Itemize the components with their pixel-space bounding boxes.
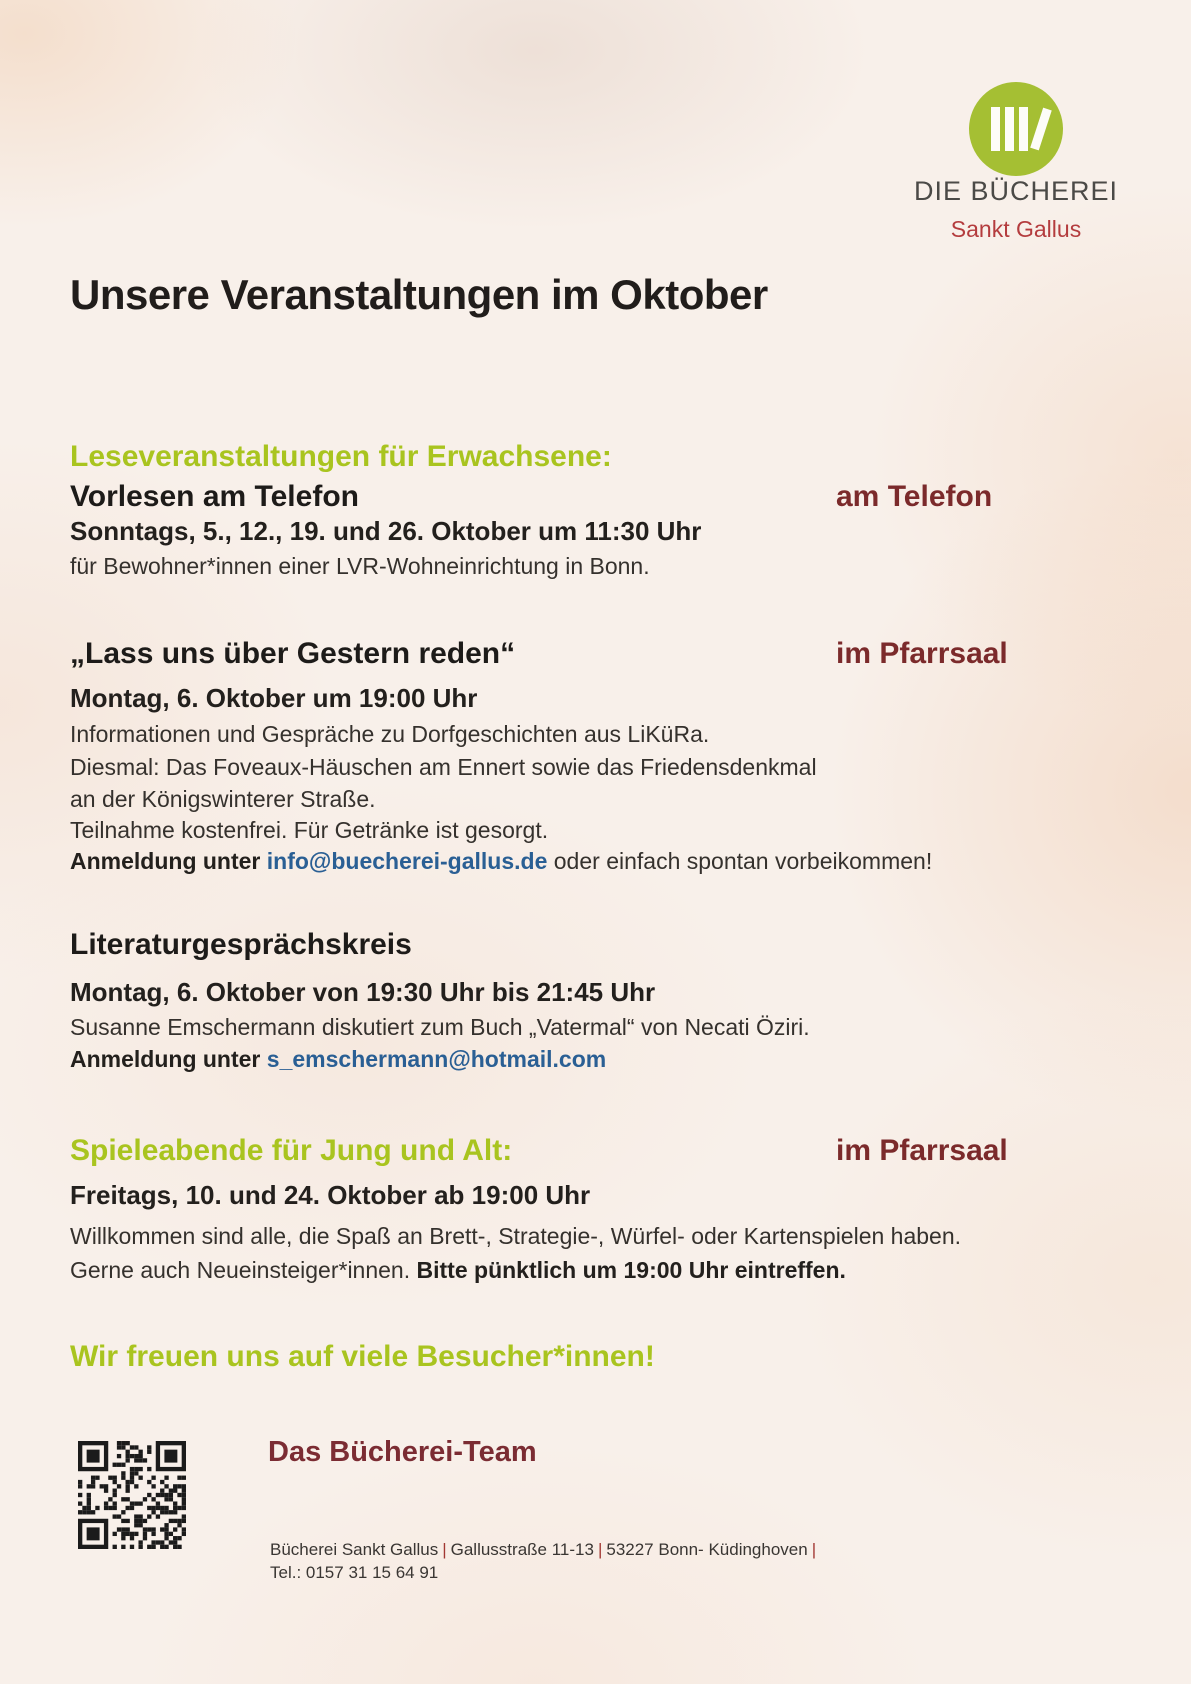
footer-library-name: Bücherei Sankt Gallus bbox=[270, 1540, 439, 1559]
category-heading: Leseveranstaltungen für Erwachsene: bbox=[70, 440, 612, 473]
note-bold: Bitte pünktlich um 19:00 Uhr eintreffen. bbox=[416, 1257, 846, 1283]
event-datetime-spieleabende: Freitags, 10. und 24. Oktober ab 19:00 Uhr bbox=[70, 1180, 591, 1210]
registration-suffix: oder einfach spontan vorbeikommen! bbox=[547, 848, 933, 874]
team-signature: Das Bücherei-Team bbox=[268, 1436, 537, 1468]
logo-location-text: Sankt Gallus bbox=[950, 216, 1082, 242]
event-title-literatur: Literaturgesprächskreis bbox=[70, 928, 412, 961]
books-icon bbox=[991, 107, 1042, 151]
registration-line-gestern bbox=[70, 848, 932, 874]
logo-text-block bbox=[870, 176, 1162, 243]
footer-separator: | bbox=[442, 1540, 447, 1559]
registration-line-literatur bbox=[70, 1046, 606, 1072]
event-location-spieleabende: im Pfarrsaal bbox=[836, 1134, 1008, 1167]
event-datetime-gestern: Montag, 6. Oktober um 19:00 Uhr bbox=[70, 683, 478, 713]
footer-city: 53227 Bonn- Küdinghoven bbox=[606, 1540, 808, 1559]
event-description-line: Diesmal: Das Foveaux-Häuschen am Ennert sowie das Friedensdenkmal bbox=[70, 754, 817, 780]
event-title-gestern: „Lass uns über Gestern reden“ bbox=[70, 637, 516, 670]
email-link-emschermann[interactable]: s_emschermann@hotmail.com bbox=[266, 1046, 607, 1072]
event-datetime-vorlesen: Sonntags, 5., 12., 19. und 26. Oktober um 11:30 Uhr bbox=[70, 516, 702, 546]
event-description-line: an der Königswinterer Straße. bbox=[70, 786, 376, 812]
footer-separator: | bbox=[811, 1540, 817, 1559]
footer-street: Gallusstraße 11-13 bbox=[450, 1540, 594, 1559]
event-note-spieleabende bbox=[70, 1257, 846, 1283]
registration-prefix: Anmeldung unter bbox=[70, 848, 267, 874]
event-location-gestern: im Pfarrsaal bbox=[836, 637, 1008, 670]
event-title-spieleabende: Spieleabende für Jung und Alt: bbox=[70, 1134, 513, 1167]
event-description-vorlesen: für Bewohner*innen einer LVR-Wohneinrichtung in Bonn. bbox=[70, 553, 650, 579]
event-location-vorlesen: am Telefon bbox=[836, 480, 993, 513]
event-description-line: Informationen und Gespräche zu Dorfgeschichten aus LiKüRa. bbox=[70, 721, 710, 747]
qr-code bbox=[78, 1441, 186, 1549]
event-title-vorlesen: Vorlesen am Telefon bbox=[70, 480, 359, 513]
note-regular: Gerne auch Neueinsteiger*innen. bbox=[70, 1257, 417, 1283]
footer-phone: Tel.: 0157 31 15 64 91 bbox=[270, 1563, 439, 1582]
event-datetime-literatur: Montag, 6. Oktober von 19:30 Uhr bis 21:45 Uhr bbox=[70, 977, 656, 1007]
closing-line: Wir freuen uns auf viele Besucher*innen! bbox=[70, 1340, 655, 1373]
footer-separator: | bbox=[597, 1540, 603, 1559]
library-logo-icon bbox=[969, 82, 1063, 176]
event-description-literatur: Susanne Emschermann diskutiert zum Buch „Vatermal“ von Necati Öziri. bbox=[70, 1014, 810, 1040]
event-description-line: Teilnahme kostenfrei. Für Getränke ist gesorgt. bbox=[70, 817, 549, 843]
footer-address bbox=[270, 1540, 820, 1560]
email-link-buecherei[interactable]: info@buecherei-gallus.de bbox=[266, 848, 548, 874]
page-title: Unsere Veranstaltungen im Oktober bbox=[70, 271, 768, 318]
logo-brand-text: DIE BÜCHEREI bbox=[913, 176, 1119, 206]
event-description-spieleabende: Willkommen sind alle, die Spaß an Brett-, Strategie-, Würfel- oder Kartenspielen haben. bbox=[70, 1223, 962, 1249]
registration-prefix: Anmeldung unter bbox=[70, 1046, 267, 1072]
